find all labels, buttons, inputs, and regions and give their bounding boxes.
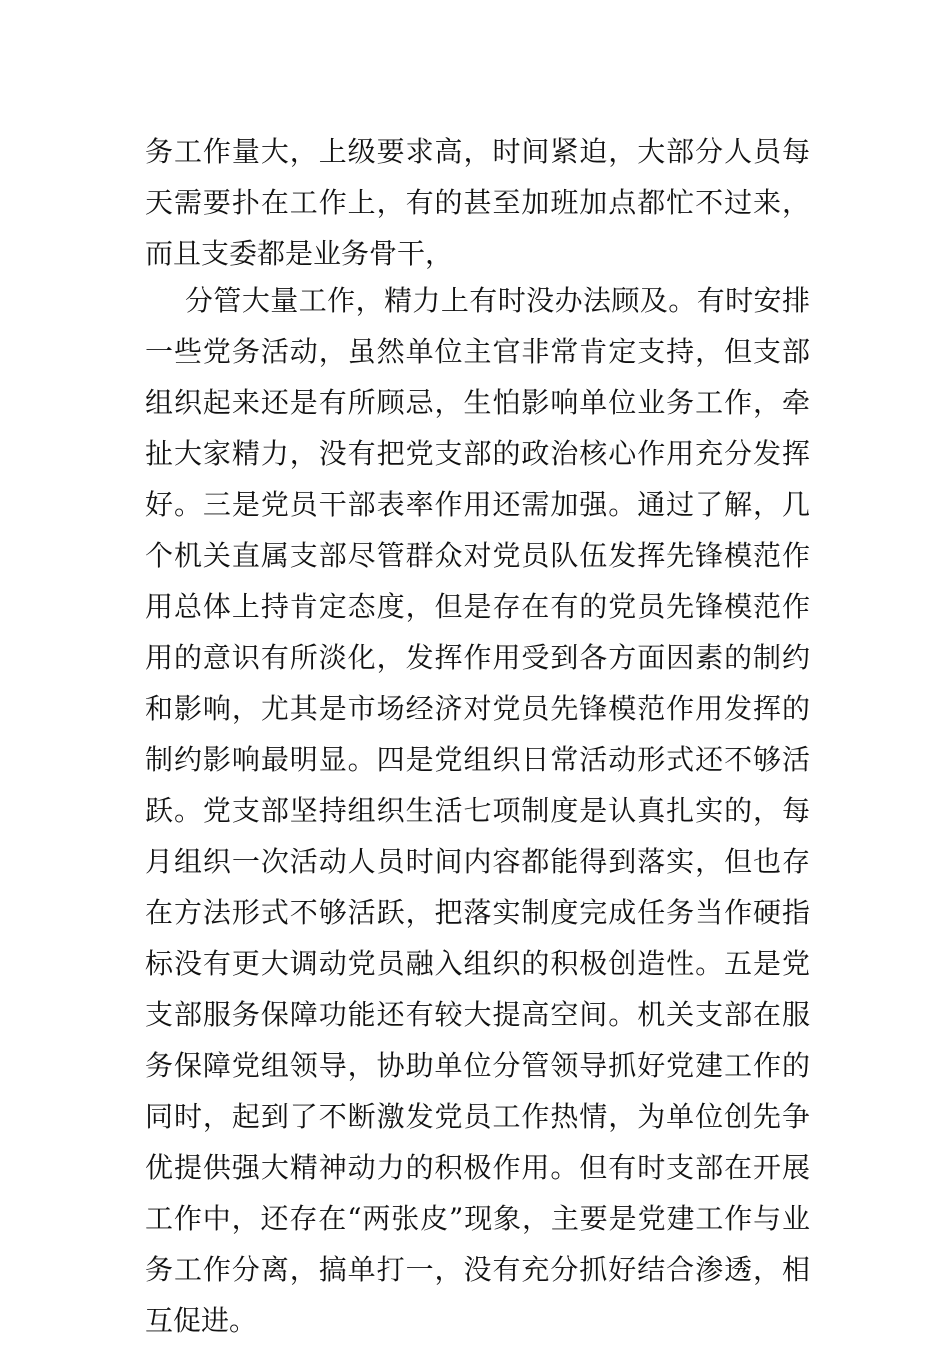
paragraph-continuation: 务工作量大，上级要求高，时间紧迫，大部分人员每天需要扑在工作上，有的甚至加班加点都忙不过来，而且支委都是业务骨干， — [145, 135, 810, 270]
paragraph-body: 分管大量工作，精力上有时没办法顾及。有时安排一些党务活动，虽然单位主官非常肯定支持，但支部组织起来还是有所顾忌，生怕影响单位业务工作，牵扯大家精力，没有把党支部的政治核心作用充分发挥好。三是党员干部表率作用还需加强。通过了解，几个机关直属支部尽管群众对党员队伍发挥先锋模范作用总体上持肯定态度，但是存在有的党员先锋模范作用的意识有所淡化，发挥作用受到各方面因素的制约和影响，尤其是市场经济对党员先锋模范作用发挥的制约影响最明显。四是党组织日常活动形式还不够活跃。党支部坚持组织生活七项制度是认真扎实的，每月组织一次活动人员时间内容都能得到落实，但也存在方法形式不够活跃，把落实制度完成任务当作硬指标没有更大调动党员融入组织的积极创造性。五是党支部服务保障功能还有较大提高空间。机关支部在服务保障党组领导，协助单位分管领导抓好党建工作的同时，起到了不断激发党员工作热情，为单位创先争优提供强大精神动力的积极作用。但有时支部在开展工作中，还存在“两张皮”现象，主要是党建工作与业务工作分离，搞单打一，没有充分抓好结合渗透，相互促进。 — [145, 284, 810, 1337]
